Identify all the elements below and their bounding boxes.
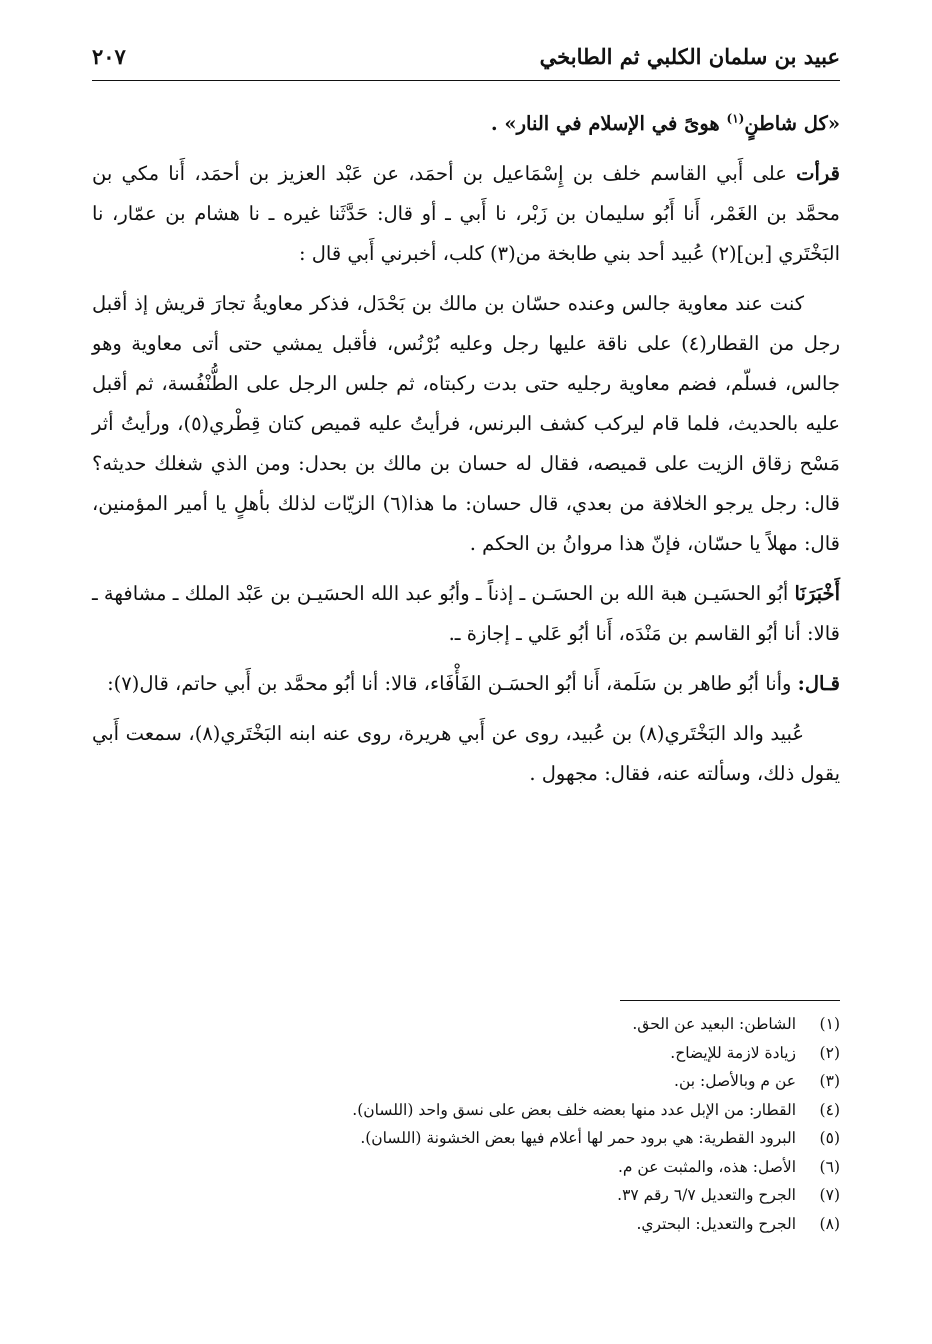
footnote (92, 1124, 840, 1153)
page-number: ٢٠٧ (92, 44, 126, 69)
paragraph-isnad-2 (92, 574, 840, 654)
paragraph-text: كنت عند معاوية جالس وعنده حسّان بن مالك بن بَحْدَل، فذكر معاويةُ تجارَ قريش إذ أقبل رجل من القطار(٤) على ناقة عليها رجل وعليه بُرْنُس، فأقبل يمشي حتى أتى معاوية وهو جالس، فسلّم، فضم معاوية رجليه حتى بدت ركبتاه، ثم جلس الرجل على الطُّنْفُسة، ثم أقبل عليه بالحديث، فلما قام ليركب كشف البرنس، فرأيتُ عليه قميص كتان قِطْري(٥)، ورأيتُ أثر مَسْح زقاق الزيت على قميصه، فقال له حسان بن مالك بن بحدل: ومن الذي شغلك حديثه؟ قال: رجل يرجو الخلافة من بعدي، قال حسان: ما هذا(٦) الزيّات لذلك بأهلٍ يا أمير المؤمنين، قال: مهلاً يا حسّان، فإنّ هذا مروانُ بن الحكم . (92, 292, 840, 555)
running-header (92, 40, 840, 81)
main-text (92, 104, 840, 804)
footnote-number: (٥) (819, 1129, 840, 1147)
paragraph-text: على أَبي القاسم خلف بن إِسْمَاعيل بن أحمَد، عن عَبْد العزيز بن أحمَد، أَنا مكي بن محمَّد بن الغَمْر، أَنا أَبُو سليمان بن زَبْر، نا أَبي ـ أو قال: حَدَّثَنا غيره ـ نا هشام بن عمّار، نا البَخْتَري [بن](٢) عُبيد أحد بني طابخة من(٣) كلب، أخبرني أَبي قال : (92, 162, 840, 265)
paragraph-lead: «كل شاطنٍ (744, 112, 840, 135)
paragraph-isnad-3 (92, 664, 840, 704)
paragraph-lead: أَخْبَرَنَا (794, 582, 840, 605)
footnote (92, 1010, 840, 1039)
footnote-number: (٦) (819, 1157, 840, 1176)
footnote (92, 1067, 840, 1096)
paragraph-narrative (92, 284, 840, 564)
footnote-text: الشاطن: البعيد عن الحق. (632, 1015, 796, 1033)
paragraph-lead: قرأت (796, 162, 840, 185)
footnote-text: الأصل: هذه، والمثبت عن م. (617, 1157, 796, 1176)
footnote-divider (620, 1000, 840, 1001)
running-title: عبيد بن سلمان الكلبي ثم الطابخي (539, 44, 840, 69)
footnote-text: زيادة لازمة للإيضاح. (670, 1043, 796, 1062)
footnote (92, 1210, 840, 1239)
paragraph-lead: قـال: (797, 672, 840, 695)
paragraph-isnad-1 (92, 154, 840, 274)
paragraph-biography (92, 714, 840, 794)
footnote-number: (٤) (819, 1100, 840, 1119)
footnote (92, 1039, 840, 1068)
footnote (92, 1096, 840, 1125)
footnote-number: (٢) (819, 1043, 840, 1062)
paragraph-text: أبُو الحسَيـن هبة الله بن الحسَـن ـ إذناً ـ وأبُو عبد الله الحسَيـن بن عَبْد الملك ـ مشافهة ـ قالا: أنا أبُو القاسم بن مَنْدَه، أَنا أبُو عَلي ـ إجازة ـ. (92, 582, 840, 645)
footnote-text: الجرح والتعديل: البحتري. (636, 1214, 796, 1233)
footnote-number: (٣) (819, 1072, 840, 1090)
footnote-number: (٧) (819, 1186, 840, 1204)
footnote-text: الجرح والتعديل ٦/٧ رقم ٣٧. (617, 1186, 796, 1204)
footnote-text: البرود القطرية: هي برود حمر لها أعلام فيها بعض الخشونة (اللسان). (360, 1129, 796, 1147)
footnote-number: (١) (819, 1015, 840, 1033)
footnote-text: عن م وبالأصل: بن. (674, 1072, 796, 1090)
paragraph-quote (92, 104, 840, 144)
paragraph-text: وأنا أبُو طاهر بن سَلَمة، أَنا أبُو الحسَـن الفَأْفَاء، قالا: أنا أبُو محمَّد بن أَبي حاتم، قال(٧): (107, 672, 798, 695)
footnote-marker: (١) (726, 111, 745, 126)
paragraph-text: هوىً في الإسلام في النار» . (490, 112, 727, 135)
footnote (92, 1181, 840, 1210)
footnote-number: (٨) (819, 1214, 840, 1233)
footnotes-list (92, 1010, 840, 1238)
paragraph-text: عُبيد والد البَخْتَري(٨) بن عُبيد، روى عن أَبي هريرة، روى عنه ابنه البَخْتَري(٨)، سمعت أَبي يقول ذلك، وسألته عنه، فقال: مجهول . (92, 722, 840, 785)
footnote-text: القطار: من الإبل عدد منها بعضه خلف بعض على نسق واحد (اللسان). (352, 1100, 796, 1119)
footnote (92, 1153, 840, 1182)
